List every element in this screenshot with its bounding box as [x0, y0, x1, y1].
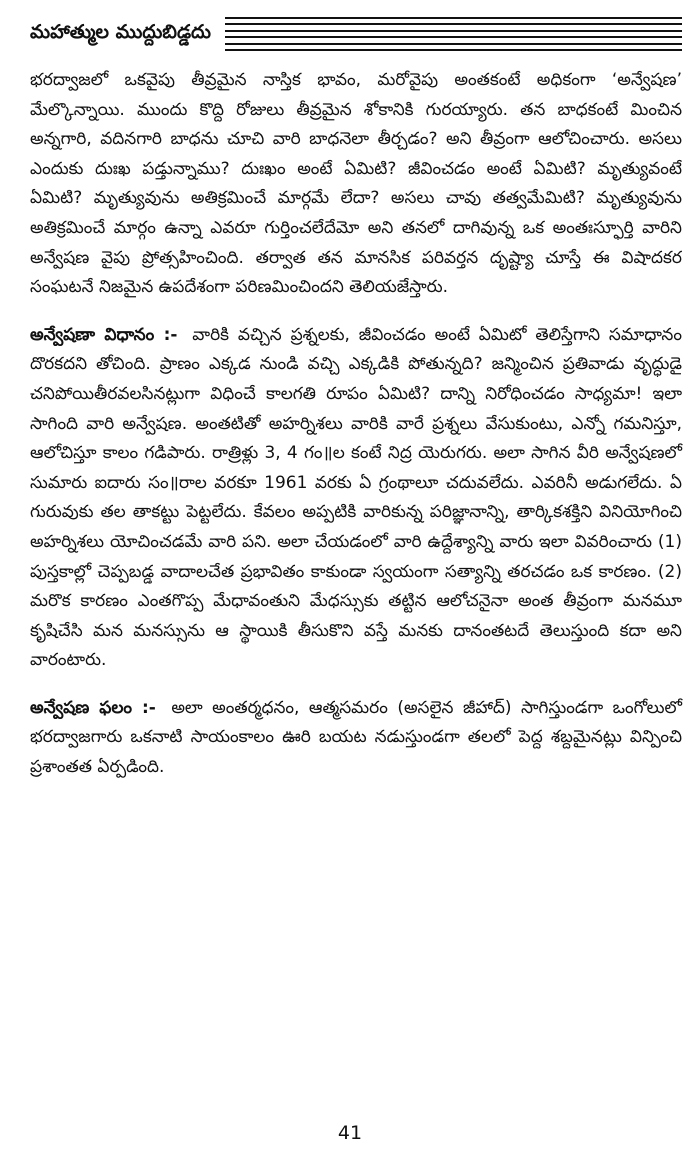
- paragraph-investigation-method: [30, 321, 682, 676]
- paragraph-text: వారికి వచ్చిన ప్రశ్నలకు, జీవించడం అంటే ఏమిటో తెలిస్తేగాని సమాధానం దొరకదని తోచింది. ప్రాణం ఎక్కడ నుండి వచ్చి ఎక్కడికి పోతున్నది? జన్మించిన ప్రతివాడు వృద్ధుడై చనిపోయితీరవలసినట్లుగా విధించే కాలగతి రూపం ఏమిటి? దాన్ని నిరోధించడం సాధ్యమా! ఇలా సాగింది వారి అన్వేషణ. అంతటితో అహర్నిశలు వారికి వారే ప్రశ్నలు వేసుకుంటు, ఎన్నో గమనిస్తూ, ఆలోచిస్తూ కాలం గడిపారు. రాత్రిళ్లు 3, 4 గం॥ల కంటే నిద్ర యెరుగరు. అలా సాగిన వీరి అన్వేషణలో సుమారు ఐదారు సం॥రాల వరకూ 1961 వరకు ఏ గ్రంథాలూ చదువలేదు. ఎవరినీ అడుగలేదు. ఏ గురువుకు తల తాకట్టు పెట్టలేదు. కేవలం అప్పటికి వారికున్న పరిజ్ఞానాన్ని, తార్కికశక్తిని వినియోగించి అహర్నిశలు యోచించడమే వారి పని. అలా చేయడంలో వారి ఉద్దేశ్యాన్ని వారు ఇలా వివరించారు (1) పుస్తకాల్లో చెప్పబడ్డ వాదాలచేత ప్రభావితం కాకుండా స్వయంగా సత్యాన్ని తరచడం ఒక కారణం. (2) మరొక కారణం ఎంతగొప్ప మేధావంతుని మేధస్సుకు తట్టిన ఆలోచనైనా అంత తీవ్రంగా మనమూ కృషిచేసి మన మనస్సును ఆ స్థాయికి తీసుకొని వస్తే మనకు దానంతటదే తెలుస్తుంది కదా అని వారంటారు.: [30, 324, 682, 671]
- section-heading: అన్వేషణ ఫలం :-: [30, 697, 156, 718]
- paragraph-intro: [30, 66, 682, 303]
- page-body: [30, 66, 682, 801]
- header-rule: [225, 49, 682, 51]
- paragraph-investigation-result: [30, 694, 682, 783]
- header-rule: [225, 43, 682, 45]
- header-rule: [225, 17, 682, 19]
- header-rules: [225, 17, 682, 51]
- page-header: [30, 14, 682, 54]
- paragraph-text: అలా అంతర్మధనం, ఆత్మసమరం (అసలైన జీహాద్) సాగిస్తుండగా ఒంగోలులో భరద్వాజగారు ఒకనాటి సాయంకాలం ఊరి బయట నడుస్తుండగా తలలో పెద్ద శబ్దమైనట్లు విన్పించి ప్రశాంతత ఏర్పడింది.: [30, 697, 683, 778]
- header-rule: [225, 30, 682, 32]
- header-rule: [225, 36, 682, 38]
- paragraph-text: భరద్వాజలో ఒకవైపు తీవ్రమైన నాస్తిక భావం, మరోవైపు అంతకంటే అధికంగా ‘అన్వేషణ’ మేల్కొన్నాయి. ముందు కొద్ది రోజులు తీవ్రమైన శోకానికి గురయ్యారు. తన బాధకంటే మించిన అన్నగారి, వదినగారి బాధను చూచి వారి బాధనెలా తీర్చడం? అని తీవ్రంగా ఆలోచించారు. అసలు ఎందుకు దుఃఖ పడ్తున్నాము? దుఃఖం అంటే ఏమిటి? జీవించడం అంటే ఏమిటి? మృత్యువంటే ఏమిటి? మృత్యువును అతిక్రమించే మార్గమే లేదా? అసలు చావు తత్వమేమిటి? మృత్యువును అతిక్రమించే మార్గం ఉన్నా ఎవరూ గుర్తించలేదేమో అని తనలో దాగివున్న ఒక అంతఃస్ఫూర్తి వారిని అన్వేషణ వైపు ప్రోత్సహించింది. తర్వాత తన మానసిక పరివర్తన దృష్ట్యా చూస్తే ఈ విషాదకర సంఘటనే నిజమైన ఉపదేశంగా పరిణమించిందని తెలియజేస్తారు.: [30, 70, 682, 298]
- section-heading: అన్వేషణా విధానం :-: [30, 324, 178, 345]
- page-number: 41: [337, 1122, 363, 1144]
- running-head: మహాత్ముల ముద్దుబిడ్డదు: [30, 20, 211, 43]
- header-rule: [225, 23, 682, 25]
